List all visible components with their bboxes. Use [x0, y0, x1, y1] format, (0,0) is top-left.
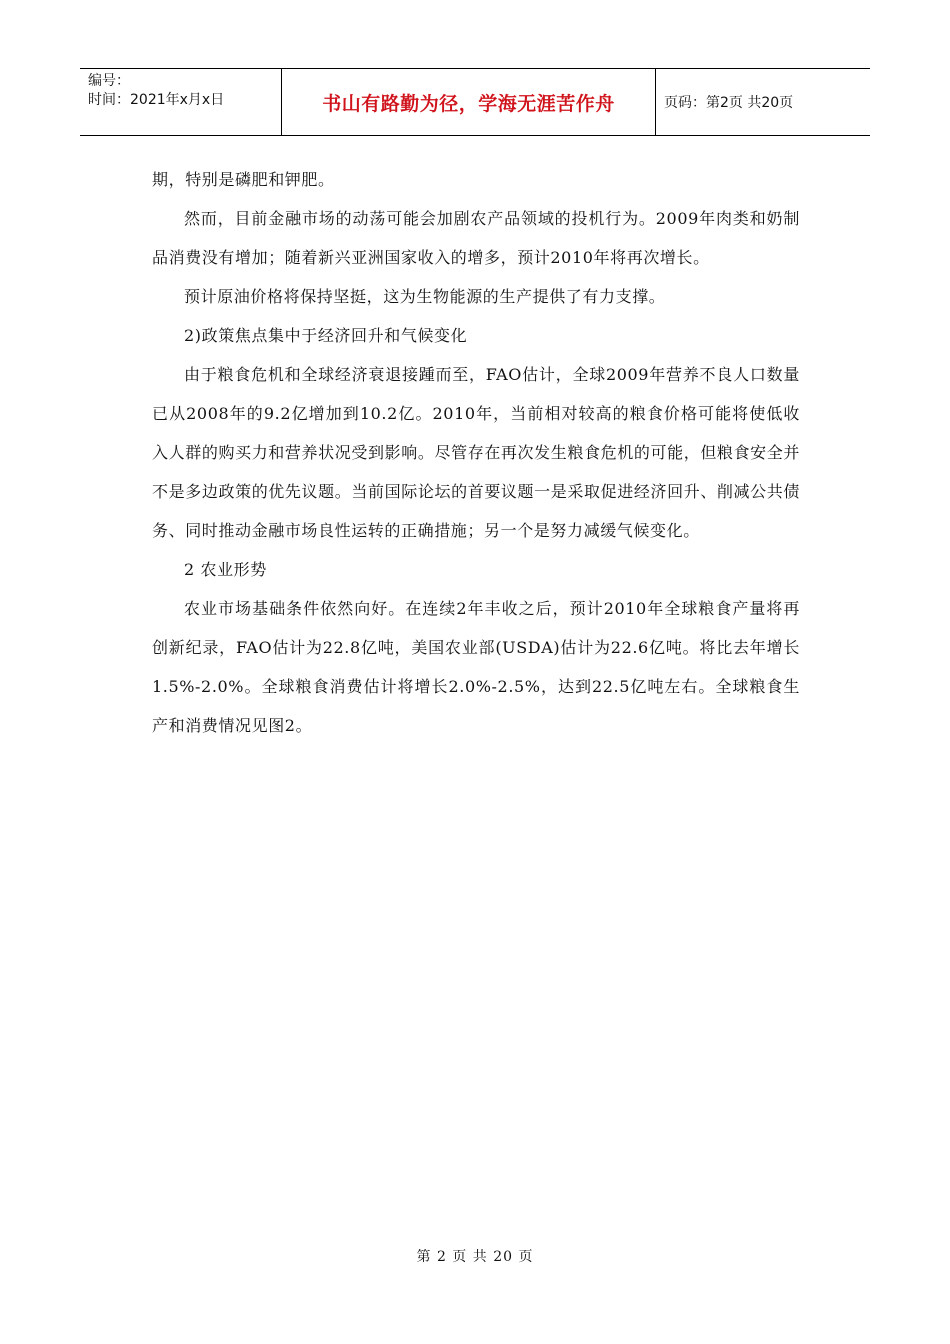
- header-meta: [80, 69, 282, 135]
- header-motto: 书山有路勤为径，学海无涯苦作舟: [282, 69, 656, 135]
- paragraph-food-crisis: 由于粮食危机和全球经济衰退接踵而至，FAO估计，全球2009年营养不良人口数量已从2008年的9.2亿增加到10.2亿。2010年，当前相对较高的粮食价格可能将使低收入人群的购买力和营养状况受到影响。尽管存在再次发生粮食危机的可能，但粮食安全并不是多边政策的优先议题。当前国际论坛的首要议题一是采取促进经济回升、削减公共债务、同时推动金融市场良性运转的正确措施；另一个是努力减缓气候变化。: [152, 365, 800, 540]
- page-header: [80, 68, 870, 136]
- section-heading-agriculture: 2 农业形势: [184, 560, 267, 579]
- header-page-info: 页码：第2页 共20页: [664, 95, 794, 111]
- date-label: 时间：2021年x月x日: [88, 92, 225, 108]
- paragraph-continuation: 期，特别是磷肥和钾肥。: [152, 170, 335, 189]
- paragraph-agriculture-market: 农业市场基础条件依然向好。在连续2年丰收之后，预计2010年全球粮食产量将再创新纪录，FAO估计为22.8亿吨，美国农业部(USDA)估计为22.6亿吨。将比去年增长1.5%-2.0%。全球粮食消费估计将增长2.0%-2.5%，达到22.5亿吨左右。全球粮食生产和消费情况见图2。: [152, 599, 800, 735]
- document-body: [152, 160, 800, 745]
- paragraph-financial-market: 然而，目前金融市场的动荡可能会加剧农产品领域的投机行为。2009年肉类和奶制品消费没有增加；随着新兴亚洲国家收入的增多，预计2010年将再次增长。: [152, 209, 800, 267]
- paragraph-crude-oil: 预计原油价格将保持坚挺，这为生物能源的生产提供了有力支撑。: [184, 287, 666, 306]
- page-footer: 第 2 页 共 20 页: [416, 1249, 534, 1265]
- section-heading-policy-focus: 2)政策焦点集中于经济回升和气候变化: [184, 326, 468, 345]
- serial-number-label: 编号：: [88, 73, 130, 89]
